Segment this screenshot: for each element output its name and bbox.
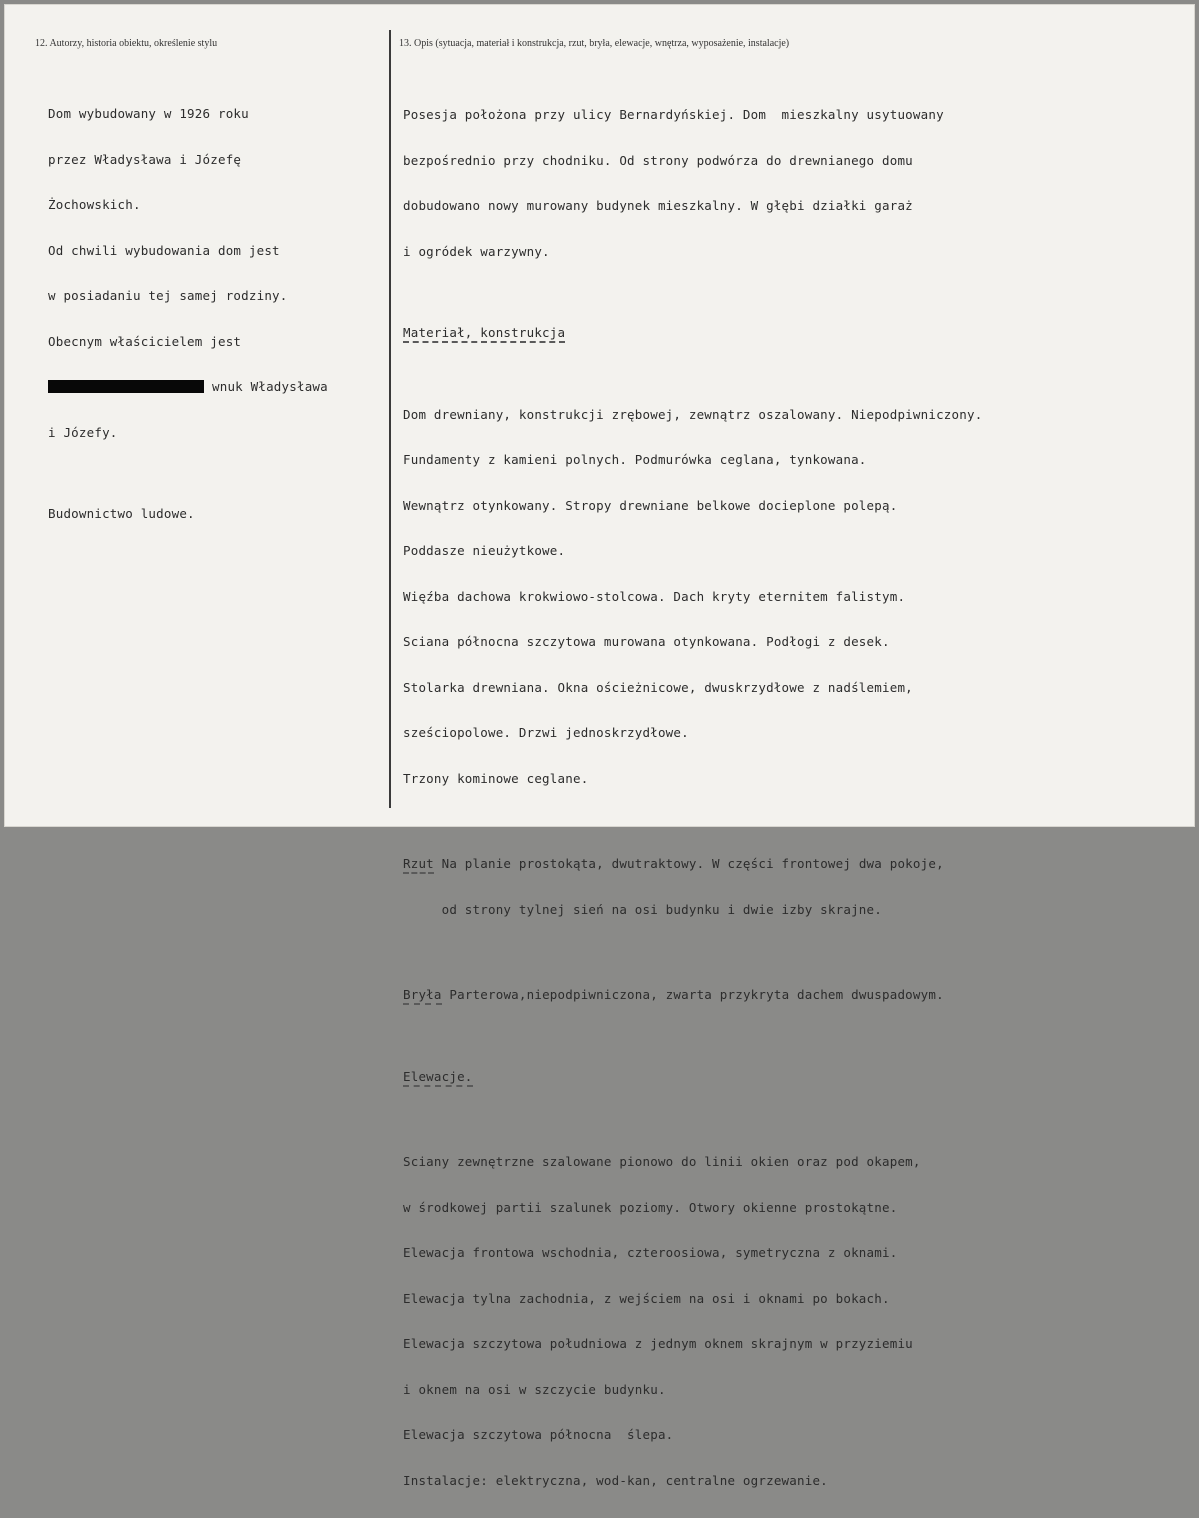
- history-line: i Józefy.: [48, 424, 118, 440]
- material-heading: Materiał, konstrukcja: [403, 325, 565, 343]
- elewacje-line: Elewacja szczytowa północna ślepa.: [403, 1427, 674, 1442]
- rzut-line: od strony tylnej sień na osi budynku i dwie izby skrajne.: [403, 901, 882, 917]
- elewacje-line: Elewacja szczytowa południowa z jednym oknem skrajnym w przyziemiu: [403, 1336, 913, 1351]
- history-line: Od chwili wybudowania dom jest: [48, 242, 280, 258]
- column-divider: [389, 30, 391, 808]
- material-line: Sciana północna szczytowa murowana otynkowana. Podłogi z desek.: [403, 634, 890, 649]
- bryla-line: [403, 987, 982, 1003]
- rzut-text: Na planie prostokąta, dwutraktowy. W części frontowej dwa pokoje,: [433, 856, 944, 871]
- intro-line: Posesja położona przy ulicy Bernardyńskiej. Dom mieszkalny usytuowany: [403, 107, 944, 122]
- instalacje-line: Instalacje: elektryczna, wod-kan, centralne ogrzewanie.: [403, 1472, 828, 1488]
- material-line: Fundamenty z kamieni polnych. Podmurówka ceglana, tynkowana.: [403, 452, 867, 467]
- material-line: Trzony kominowe ceglane.: [403, 770, 589, 786]
- history-line: Obecnym właścicielem jest: [48, 333, 242, 349]
- elewacje-heading: Elewacje.: [403, 1069, 473, 1087]
- style-designation: Budownictwo ludowe.: [48, 506, 195, 521]
- intro-line: dobudowano nowy murowany budynek mieszkalny. W głębi działki garaż: [403, 198, 913, 213]
- redaction-bar: [48, 380, 204, 393]
- history-line: w posiadaniu tej samej rodziny.: [48, 288, 288, 303]
- rzut-label: Rzut: [403, 856, 434, 874]
- bryla-label: Bryła: [403, 987, 442, 1005]
- material-line: Więźba dachowa krokwiowo-stolcowa. Dach kryty eternitem falistym.: [403, 588, 906, 604]
- material-line: Dom drewniany, konstrukcji zrębowej, zewnątrz oszalowany. Niepodpiwniczony.: [403, 406, 983, 422]
- history-line: Dom wybudowany w 1926 roku: [48, 106, 249, 121]
- bryla-text: Parterowa,niepodpiwniczona, zwarta przykryta dachem dwuspadowym.: [441, 987, 944, 1002]
- owner-suffix: wnuk Władysława: [212, 379, 328, 394]
- intro-line: bezpośrednio przy chodniku. Od strony podwórza do drewnianego domu: [403, 152, 913, 168]
- document-sheet: [4, 4, 1195, 1488]
- owner-line: [48, 379, 328, 395]
- intro-line: i ogródek warzywny.: [403, 243, 550, 259]
- elewacje-line: Elewacja frontowa wschodnia, czteroosiowa, symetryczna z oknami.: [403, 1245, 898, 1260]
- history-section: [48, 76, 328, 552]
- history-line: Żochowskich.: [48, 197, 141, 212]
- section-13-header: 13. Opis (sytuacja, materiał i konstrukcja, rzut, bryła, elewacje, wnętrza, wyposażenie, instalacje): [399, 38, 790, 49]
- material-line: Wewnątrz otynkowany. Stropy drewniane belkowe docieplone polepą.: [403, 497, 898, 513]
- elewacje-heading-line: [403, 1069, 982, 1085]
- rzut-line: [403, 856, 982, 872]
- section-12-header: 12. Autorzy, historia obiektu, określenie stylu: [35, 38, 218, 49]
- material-heading-line: [403, 325, 982, 341]
- elewacje-line: Elewacja tylna zachodnia, z wejściem na osi i oknami po bokach.: [403, 1290, 890, 1306]
- description-section: [403, 77, 982, 1518]
- material-line: Poddasze nieużytkowe.: [403, 543, 566, 558]
- history-line: przez Władysława i Józefę: [48, 151, 242, 167]
- elewacje-line: i oknem na osi w szczycie budynku.: [403, 1381, 666, 1397]
- elewacje-line: w środkowej partii szalunek poziomy. Otwory okienne prostokątne.: [403, 1199, 898, 1215]
- material-line: sześciopolowe. Drzwi jednoskrzydłowe.: [403, 725, 689, 740]
- elewacje-line: Sciany zewnętrzne szalowane pionowo do linii okien oraz pod okapem,: [403, 1154, 921, 1169]
- material-line: Stolarka drewniana. Okna ościeżnicowe, dwuskrzydłowe z nadślemiem,: [403, 679, 913, 695]
